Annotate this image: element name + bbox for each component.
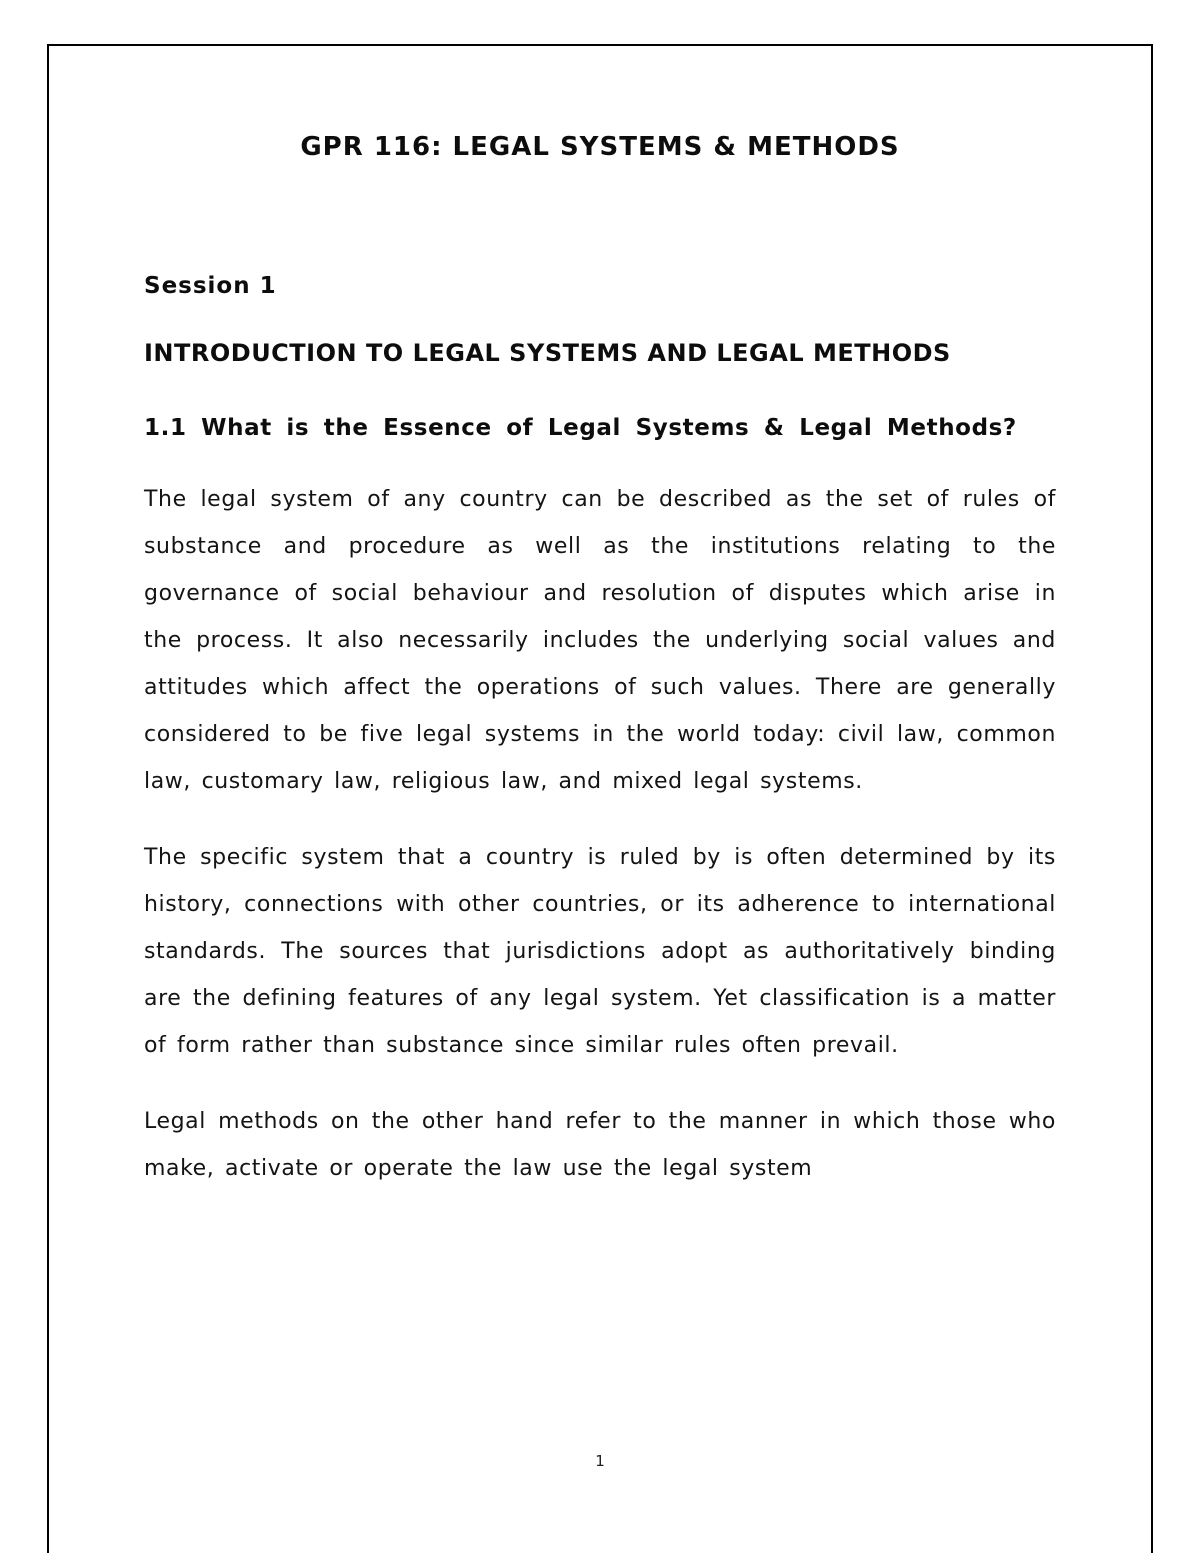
subsection-heading: 1.1 What is the Essence of Legal Systems & Legal Methods? [144,415,1017,441]
section-heading: INTRODUCTION TO LEGAL SYSTEMS AND LEGAL METHODS [144,339,951,367]
page-number: 1 [595,1452,605,1470]
document-title: GPR 116: LEGAL SYSTEMS & METHODS [300,132,900,162]
session-heading: Session 1 [144,273,277,299]
paragraph-1: The legal system of any country can be described as the set of rules of substance and procedure as well as the institutions relating to the governance of social behaviour and resolution of disputes which arise in the process. It also necessarily includes the underlying social values and attitudes which affect the operations of such values. There are generally considered to be five legal systems in the world today: civil law, common law, customary law, religious law, and mixed legal systems. [144,487,1056,794]
document-content [144,0,1056,1192]
paragraph-2: The specific system that a country is ruled by is often determined by its history, connections with other countries, or its adherence to international standards. The sources that jurisdictions adopt as authoritatively binding are the defining features of any legal system. Yet classification is a matter of form rather than substance since similar rules often prevail. [144,845,1056,1058]
paragraph-3: Legal methods on the other hand refer to the manner in which those who make, activate or operate the law use the legal system [144,1109,1056,1181]
